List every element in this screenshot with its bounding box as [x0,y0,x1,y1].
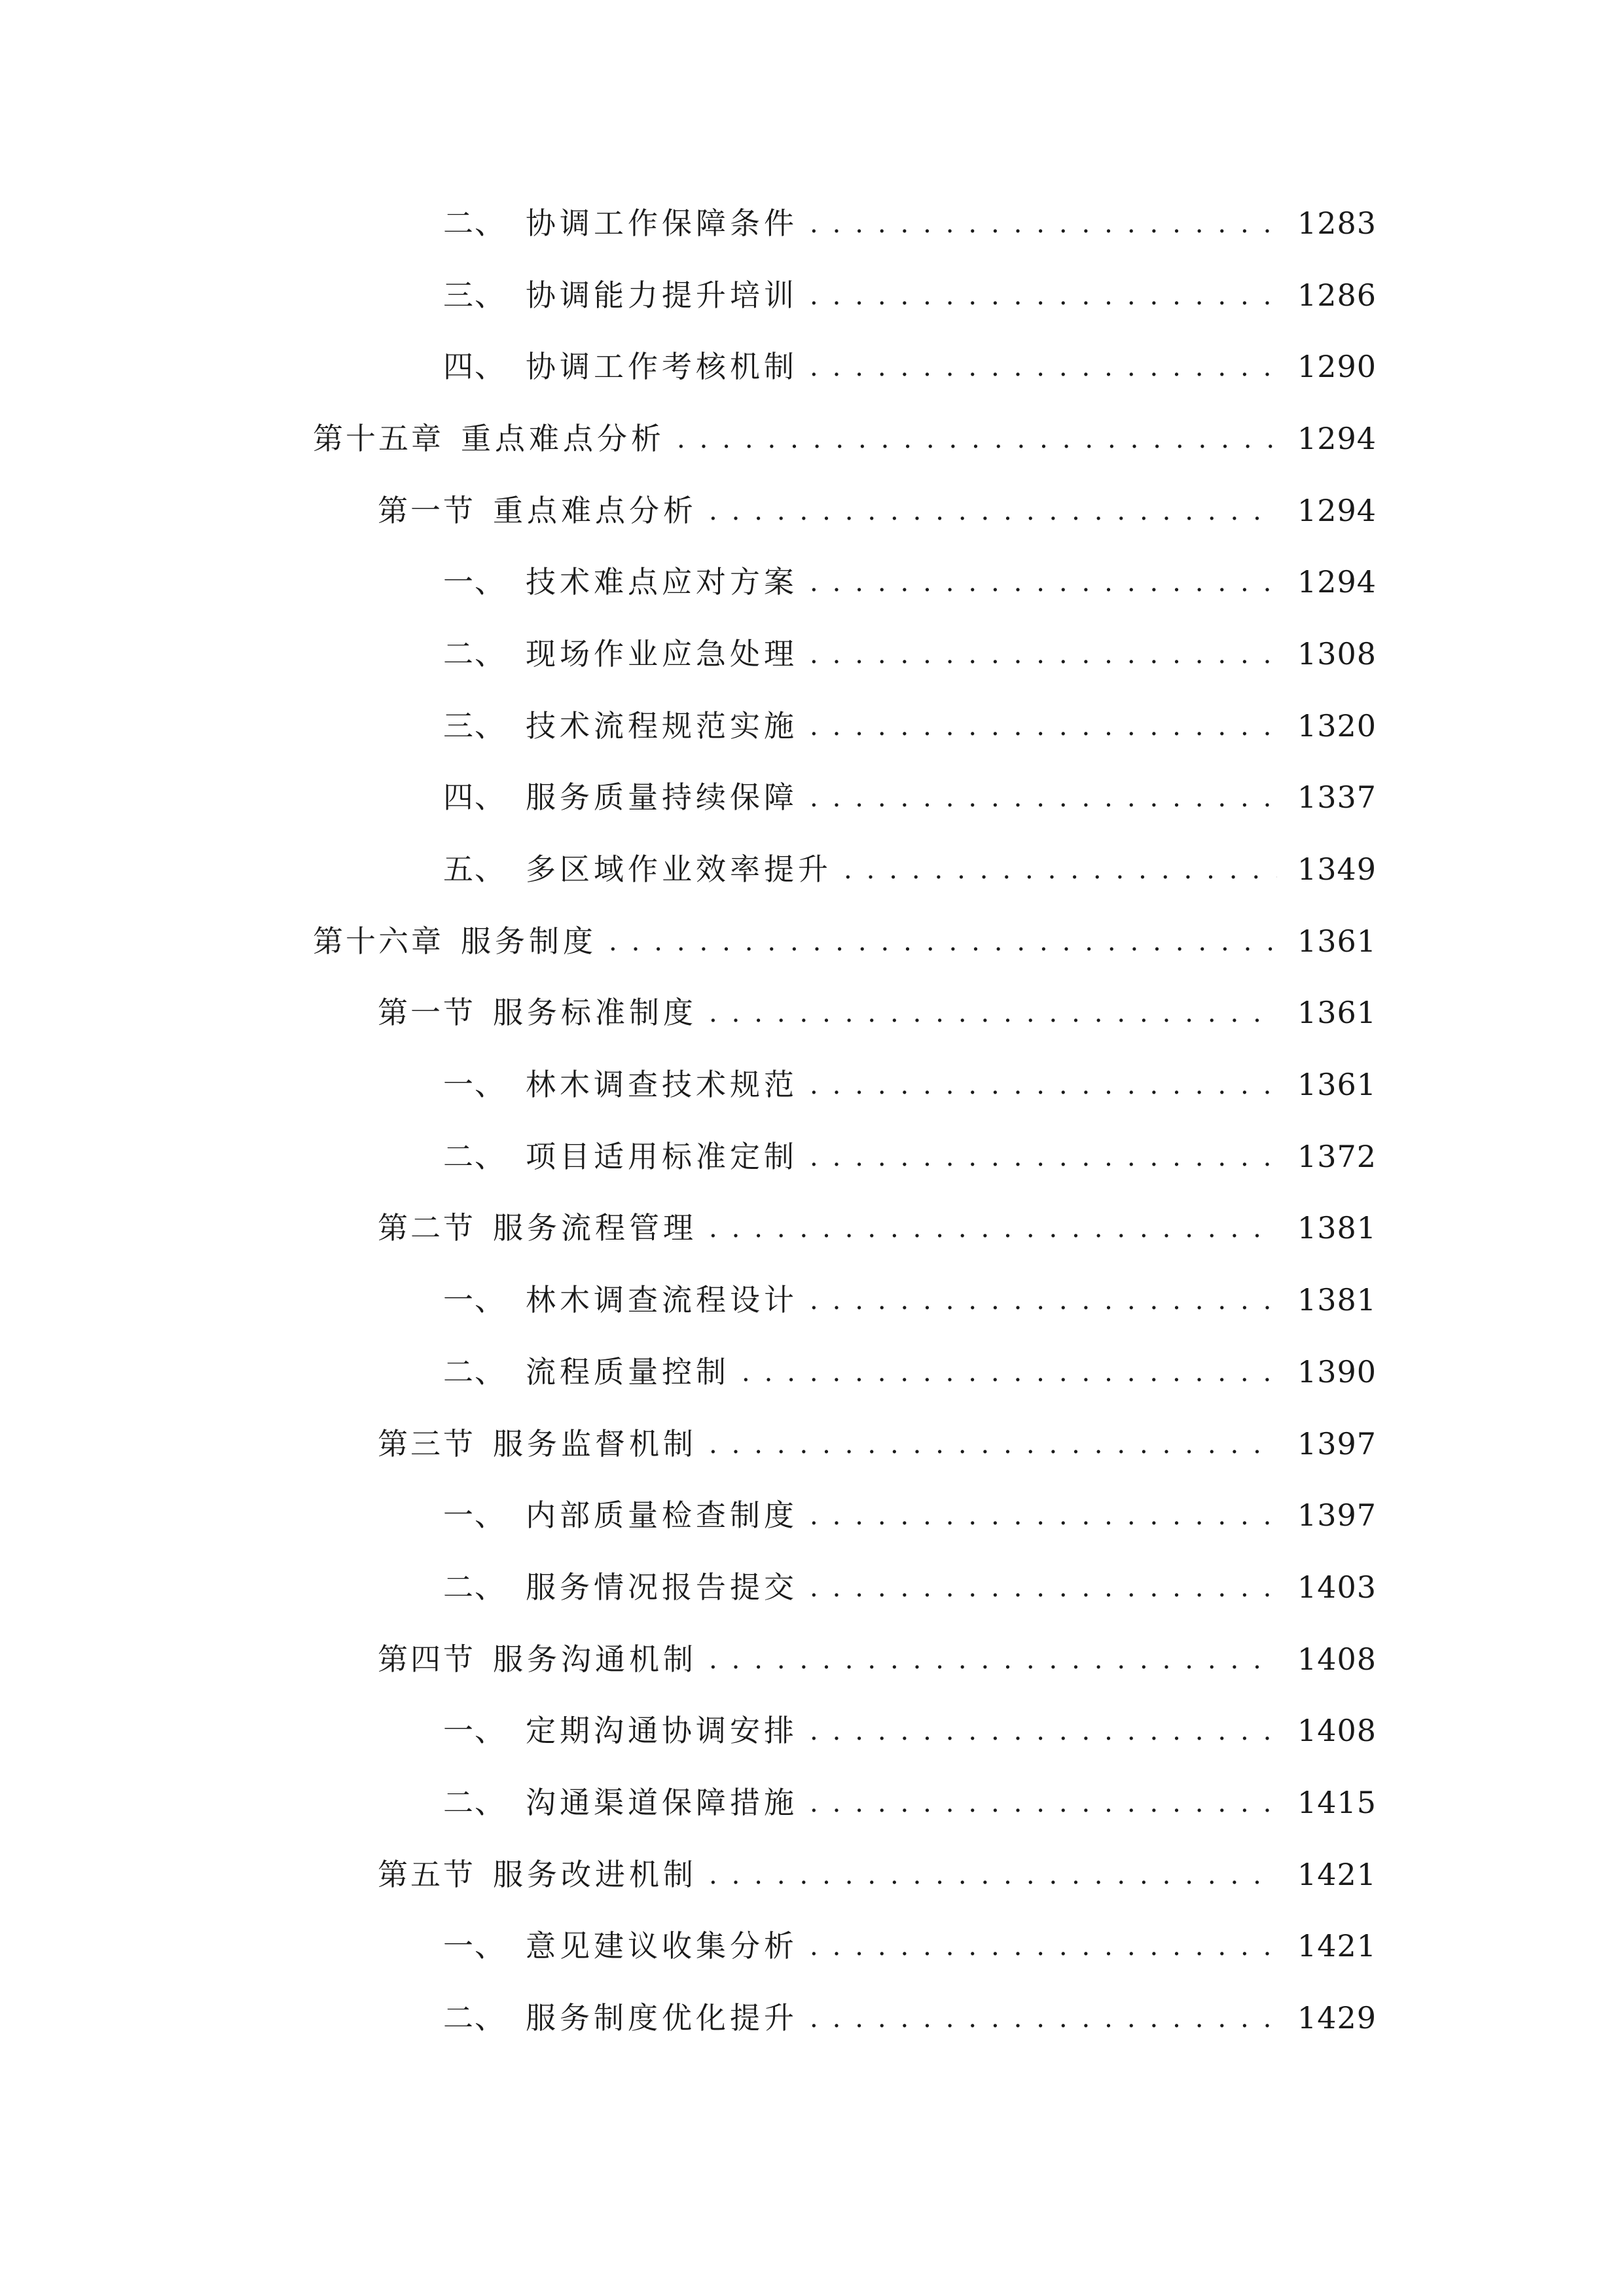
toc-entry-title: 技术流程规范实施 [526,708,798,744]
toc-entry-page: 1308 [1297,636,1377,672]
dot-leader [709,495,1277,526]
toc-entry-title: 多区域作业效率提升 [526,852,832,888]
toc-entry-number: 四、 [443,780,506,816]
toc-chapter-title: 重点难点分析 [461,420,665,456]
toc-entry-page: 1421 [1297,1928,1377,1964]
dot-leader [609,926,1277,956]
dot-leader [844,854,1277,884]
toc-entry-page: 1294 [1297,420,1377,456]
toc-section[interactable] [0,1408,1624,1480]
toc-entry[interactable] [0,1910,1624,1982]
toc-entry[interactable] [0,259,1624,331]
toc-entry-page: 1429 [1297,2000,1377,2036]
dot-leader [810,1285,1277,1315]
dot-leader [810,2003,1277,2033]
dot-leader [810,1715,1277,1746]
toc-entry-page: 1372 [1297,1138,1377,1174]
toc-section-title: 服务流程管理 [493,1210,697,1246]
toc-entry-title: 沟通渠道保障措施 [526,1784,798,1820]
toc-entry-page: 1320 [1297,708,1377,744]
toc-entry-title: 定期沟通协调安排 [526,1713,798,1749]
toc-entry[interactable] [0,1264,1624,1336]
toc-entry-page: 1381 [1297,1210,1377,1246]
toc-entry-page: 1294 [1297,492,1377,528]
toc-section[interactable] [0,1623,1624,1695]
toc-entry-title: 意见建议收集分析 [526,1928,798,1964]
dot-leader [810,711,1277,741]
toc-entry-page: 1286 [1297,277,1377,313]
toc-entry-page: 1397 [1297,1426,1377,1462]
toc-entry[interactable] [0,546,1624,618]
toc-entry-page: 1290 [1297,349,1377,385]
toc-entry-page: 1361 [1297,995,1377,1031]
toc-section-title: 服务监督机制 [493,1426,697,1462]
dot-leader [810,1500,1277,1530]
toc-chapter-number: 第十五章 [313,420,444,456]
toc-entry-page: 1408 [1297,1713,1377,1749]
toc-section[interactable] [0,475,1624,547]
toc-section-number: 第一节 [378,492,476,528]
toc-entry-number: 二、 [443,2000,506,2036]
dot-leader [810,208,1277,238]
toc-section[interactable] [0,1839,1624,1910]
toc-entry-page: 1415 [1297,1784,1377,1820]
toc-entry-page: 1337 [1297,780,1377,816]
toc-entry-number: 二、 [443,1354,506,1390]
toc-entry-page: 1294 [1297,564,1377,600]
toc-chapter[interactable] [0,403,1624,475]
toc-entry-title: 协调工作保障条件 [526,205,798,241]
toc-entry-page: 1390 [1297,1354,1377,1390]
toc-entry-number: 二、 [443,1569,506,1605]
toc-entry-number: 四、 [443,349,506,385]
toc-entry-page: 1349 [1297,852,1377,888]
toc-entry-number: 三、 [443,277,506,313]
toc-section-number: 第三节 [378,1426,476,1462]
toc-entry-title: 协调工作考核机制 [526,349,798,385]
table-of-contents [0,187,1624,2054]
toc-entry-number: 一、 [443,1282,506,1318]
toc-entry-page: 1381 [1297,1282,1377,1318]
toc-entry[interactable] [0,1551,1624,1623]
toc-entry-number: 一、 [443,1498,506,1534]
dot-leader [709,1429,1277,1459]
toc-entry[interactable] [0,762,1624,834]
toc-entry[interactable] [0,1695,1624,1767]
toc-entry[interactable] [0,1049,1624,1121]
dot-leader [810,639,1277,669]
toc-entry-title: 内部质量检查制度 [526,1498,798,1534]
dot-leader [709,1644,1277,1674]
toc-entry[interactable] [0,1479,1624,1551]
toc-section[interactable] [0,977,1624,1049]
toc-entry-page: 1397 [1297,1498,1377,1534]
toc-section[interactable] [0,1193,1624,1265]
toc-section-title: 服务改进机制 [493,1856,697,1892]
toc-entry[interactable] [0,1982,1624,2054]
toc-entry-number: 一、 [443,1928,506,1964]
toc-section-title: 服务沟通机制 [493,1641,697,1677]
toc-entry-number: 二、 [443,1784,506,1820]
toc-entry-title: 流程质量控制 [526,1354,730,1390]
dot-leader [810,567,1277,597]
toc-entry-page: 1361 [1297,1067,1377,1103]
toc-chapter-number: 第十六章 [313,923,444,959]
dot-leader [742,1357,1277,1387]
toc-entry[interactable] [0,1336,1624,1408]
toc-entry-title: 项目适用标准定制 [526,1138,798,1174]
dot-leader [810,1572,1277,1602]
toc-entry-title: 林木调查技术规范 [526,1067,798,1103]
toc-entry[interactable] [0,187,1624,259]
toc-entry[interactable] [0,618,1624,690]
dot-leader [709,1213,1277,1243]
dot-leader [810,782,1277,812]
toc-entry-title: 协调能力提升培训 [526,277,798,313]
dot-leader [709,997,1277,1028]
dot-leader [810,351,1277,382]
toc-entry-number: 三、 [443,708,506,744]
toc-entry-title: 服务制度优化提升 [526,2000,798,2036]
toc-entry-number: 一、 [443,1713,506,1749]
dot-leader [810,1141,1277,1172]
toc-entry[interactable] [0,833,1624,905]
toc-entry-number: 一、 [443,564,506,600]
toc-chapter[interactable] [0,905,1624,977]
toc-entry[interactable] [0,690,1624,762]
toc-chapter-title: 服务制度 [461,923,597,959]
toc-entry-title: 服务质量持续保障 [526,780,798,816]
toc-section-title: 服务标准制度 [493,995,697,1031]
toc-entry-page: 1408 [1297,1641,1377,1677]
toc-entry-title: 林木调查流程设计 [526,1282,798,1318]
dot-leader [677,423,1277,454]
toc-entry-title: 技术难点应对方案 [526,564,798,600]
toc-entry-page: 1361 [1297,923,1377,959]
toc-entry[interactable] [0,1121,1624,1193]
dot-leader [709,1859,1277,1890]
toc-section-number: 第五节 [378,1856,476,1892]
toc-section-number: 第一节 [378,995,476,1031]
toc-entry[interactable] [0,331,1624,403]
toc-entry-title: 服务情况报告提交 [526,1569,798,1605]
dot-leader [810,1787,1277,1818]
toc-section-title: 重点难点分析 [493,492,697,528]
toc-section-number: 第四节 [378,1641,476,1677]
toc-section-number: 第二节 [378,1210,476,1246]
dot-leader [810,1931,1277,1961]
toc-entry-title: 现场作业应急处理 [526,636,798,672]
toc-entry-number: 二、 [443,636,506,672]
toc-entry-page: 1283 [1297,205,1377,241]
toc-entry-number: 五、 [443,852,506,888]
toc-entry-page: 1403 [1297,1569,1377,1605]
toc-entry-number: 一、 [443,1067,506,1103]
toc-entry-number: 二、 [443,205,506,241]
dot-leader [810,280,1277,310]
toc-entry-number: 二、 [443,1138,506,1174]
dot-leader [810,1069,1277,1100]
toc-entry-page: 1421 [1297,1856,1377,1892]
toc-entry[interactable] [0,1767,1624,1839]
